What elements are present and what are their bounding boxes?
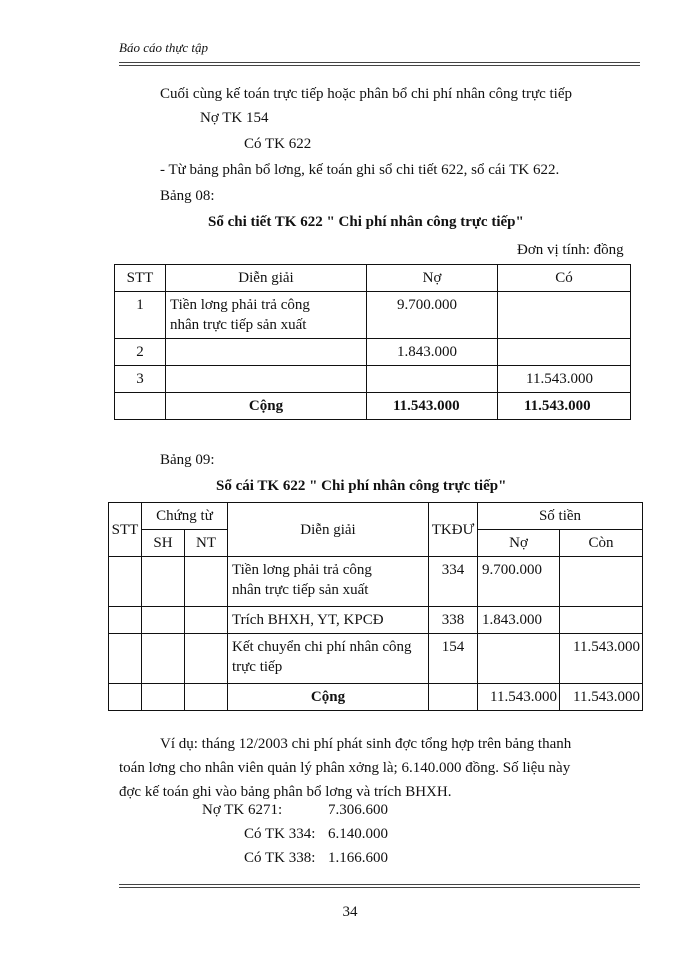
total-debit: 11.543.000 (367, 393, 498, 420)
entry-debit-label: Nợ TK 6271: (202, 802, 283, 818)
table-row (109, 634, 643, 684)
general-ledger-table (108, 502, 643, 711)
row-description-line-2: nhân trực tiếp sản xuất (232, 582, 369, 598)
row-debit (367, 366, 498, 393)
total-sh (142, 684, 185, 711)
row-nt (185, 557, 228, 607)
header-voucher: Chứng từ (142, 503, 228, 530)
total-stt (115, 393, 166, 420)
row-description-line-1: Kết chuyển chi phí nhân công (232, 639, 412, 655)
header-rule (119, 62, 640, 66)
row-account: 154 (429, 634, 478, 684)
total-label: Cộng (166, 393, 367, 420)
row-description (166, 366, 367, 393)
row-sh (142, 607, 185, 634)
row-stt (109, 557, 142, 607)
debit-entry: Nợ TK 154 (200, 110, 269, 126)
header-title: Báo cáo thực tập (119, 40, 209, 55)
row-credit: 11.543.000 (498, 366, 631, 393)
row-credit (498, 339, 631, 366)
row-description (166, 339, 367, 366)
row-credit (498, 292, 631, 339)
row-sh (142, 557, 185, 607)
row-description (228, 557, 429, 607)
row-nt (185, 634, 228, 684)
header-sh: SH (142, 530, 185, 557)
table-row (109, 607, 643, 634)
row-debit: 9.700.000 (478, 557, 560, 607)
header-amount: Số tiền (478, 503, 643, 530)
entry-credit-338-label: Có TK 338: (244, 850, 316, 866)
row-nt (185, 607, 228, 634)
table-header-row (109, 503, 643, 530)
header-account: TKĐƯ (429, 503, 478, 557)
header-stt: STT (109, 503, 142, 557)
total-nt (185, 684, 228, 711)
row-description-line-1: Tiền lơng phải trả công (170, 297, 310, 313)
footer-rule (119, 884, 640, 888)
row-description-line-1: Tiền lơng phải trả công (232, 562, 372, 578)
row-stt: 2 (115, 339, 166, 366)
header-stt: STT (115, 265, 166, 292)
header-credit: Có (498, 265, 631, 292)
row-stt (109, 634, 142, 684)
entry-credit-334-label: Có TK 334: (244, 826, 316, 842)
table1-title: Sổ chi tiết TK 622 " Chi phí nhân công trực tiếp" (208, 214, 524, 230)
row-remaining (560, 557, 643, 607)
row-remaining (560, 607, 643, 634)
entry-credit-334-value: 6.140.000 (328, 826, 388, 842)
header-debit: Nợ (367, 265, 498, 292)
row-description (166, 292, 367, 339)
table-row (109, 557, 643, 607)
example-line-2: toán lơng cho nhân viên quản lý phân xởng là; 6.140.000 đồng. Số liệu này (119, 760, 571, 776)
header-nt: NT (185, 530, 228, 557)
row-stt: 3 (115, 366, 166, 393)
total-stt (109, 684, 142, 711)
row-stt (109, 607, 142, 634)
total-label: Cộng (228, 684, 429, 711)
example-line-3: đợc kế toán ghi vào bảng phân bổ lơng và trích BHXH. (119, 784, 452, 800)
table-row (115, 339, 631, 366)
row-description (228, 634, 429, 684)
entry-credit-338-value: 1.166.600 (328, 850, 388, 866)
credit-entry: Có TK 622 (244, 136, 312, 152)
row-debit (478, 634, 560, 684)
row-stt: 1 (115, 292, 166, 339)
table2-label: Bảng 09: (160, 452, 215, 468)
row-account: 338 (429, 607, 478, 634)
total-remaining: 11.543.000 (560, 684, 643, 711)
row-description-line-2: nhân trực tiếp sản xuất (170, 317, 307, 333)
table-header-row (115, 265, 631, 292)
total-debit: 11.543.000 (478, 684, 560, 711)
row-debit: 9.700.000 (367, 292, 498, 339)
total-credit: 11.543.000 (498, 393, 631, 420)
table-row (115, 292, 631, 339)
row-description: Trích BHXH, YT, KPCĐ (228, 607, 429, 634)
header-debit: Nợ (478, 530, 560, 557)
total-row (115, 393, 631, 420)
detail-ledger-table (114, 264, 631, 420)
header-remaining: Còn (560, 530, 643, 557)
total-row (109, 684, 643, 711)
table-row (115, 366, 631, 393)
row-sh (142, 634, 185, 684)
total-account (429, 684, 478, 711)
row-debit: 1.843.000 (478, 607, 560, 634)
row-debit: 1.843.000 (367, 339, 498, 366)
intro-line-2: - Từ bảng phân bổ lơng, kế toán ghi sổ chi tiết 622, sổ cái TK 622. (160, 162, 560, 178)
example-line-1: Ví dụ: tháng 12/2003 chi phí phát sinh đợc tổng hợp trên bảng thanh (160, 736, 572, 752)
table1-label: Bảng 08: (160, 188, 215, 204)
row-account: 334 (429, 557, 478, 607)
row-description-line-2: trực tiếp (232, 659, 283, 675)
entry-debit-value: 7.306.600 (328, 802, 388, 818)
page-number: 34 (342, 904, 358, 920)
intro-line: Cuối cùng kế toán trực tiếp hoặc phân bổ chi phí nhân công trực tiếp (160, 86, 572, 102)
unit-label: Đơn vị tính: đồng (517, 242, 624, 258)
header-description: Diễn giải (228, 503, 429, 557)
table2-title: Sổ cái TK 622 " Chi phí nhân công trực tiếp" (216, 478, 507, 494)
header-description: Diễn giải (166, 265, 367, 292)
row-remaining: 11.543.000 (560, 634, 643, 684)
